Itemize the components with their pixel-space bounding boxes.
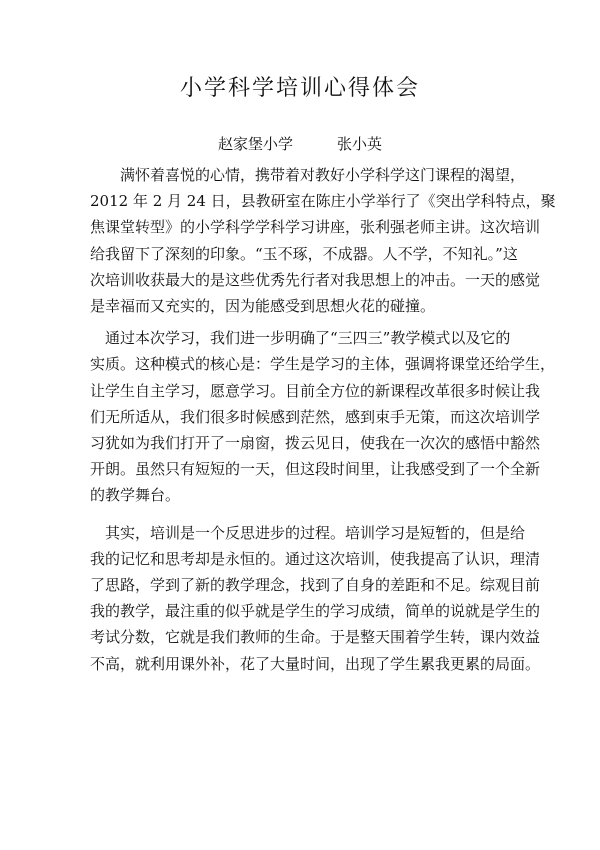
paragraph-line: 实质。这种模式的核心是：学生是学习的主体，强调将课堂还给学生， (90, 355, 556, 374)
paragraph-line: 我的教学，最注重的似乎就是学生的学习成绩，简单的说就是学生的 (90, 602, 541, 621)
school-name: 赵家堡小学 (217, 135, 293, 153)
paragraph-1 (90, 162, 556, 319)
byline (0, 133, 600, 155)
paragraph-line: 满怀着喜悦的心情，携带着对教好小学科学这门课程的渴望， (120, 166, 526, 184)
paragraph-line: 考试分数，它就是我们教师的生命。于是整天围着学生转，课内效益 (90, 628, 541, 647)
document-body (90, 162, 556, 677)
author-name: 张小英 (337, 135, 383, 153)
paragraph-line: 不高，就利用课外补，花了大量时间，出现了学生累我更累的局面。 (90, 654, 541, 673)
paragraph-line: 们无所适从，我们很多时候感到茫然，感到束手无策，而这次培训学 (90, 407, 541, 426)
paragraph-2 (90, 325, 556, 508)
paragraph-line: 让学生自主学习，愿意学习。目前全方位的新课程改革很多时候让我 (90, 381, 541, 400)
paragraph-line: 了思路，学到了新的教学理念，找到了自身的差距和不足。综观目前 (90, 576, 541, 595)
paragraph-line: 次培训收获最大的是这些优秀先行者对我思想上的冲击。一天的感觉 (90, 270, 541, 289)
paragraph-line: 给我留下了深刻的印象。“玉不琢，不成器。人不学，不知礼。”这 (90, 244, 518, 263)
paragraph-line: 焦课堂转型》的小学科学学科学习讲座，张利强老师主讲。这次培训 (90, 218, 541, 237)
paragraph-line: 我的记忆和思考却是永恒的。通过这次培训，使我提高了认识，理清 (90, 549, 541, 568)
paragraph-line: 其实，培训是一个反思进步的过程。培训学习是短暂的，但是给 (105, 523, 526, 542)
paragraph-line: 2012 年 2 月 24 日，县教研室在陈庄小学举行了《突出学科特点，聚 (90, 192, 556, 211)
paragraph-line: 的教学舞台。 (90, 486, 181, 505)
paragraph-line: 是幸福而又充实的，因为能感受到思想火花的碰撞。 (90, 297, 436, 316)
paragraph-line: 习犹如为我们打开了一扇窗，拨云见日，使我在一次次的感悟中豁然 (90, 434, 541, 453)
page-title: 小学科学培训心得体会 (179, 76, 420, 101)
paragraph-line: 通过本次学习，我们进一步明确了“三四三”教学模式以及它的 (105, 329, 511, 348)
paragraph-line: 开朗。虽然只有短短的一天，但这段时间里，让我感受到了一个全新 (90, 460, 541, 479)
paragraph-3 (90, 520, 541, 677)
